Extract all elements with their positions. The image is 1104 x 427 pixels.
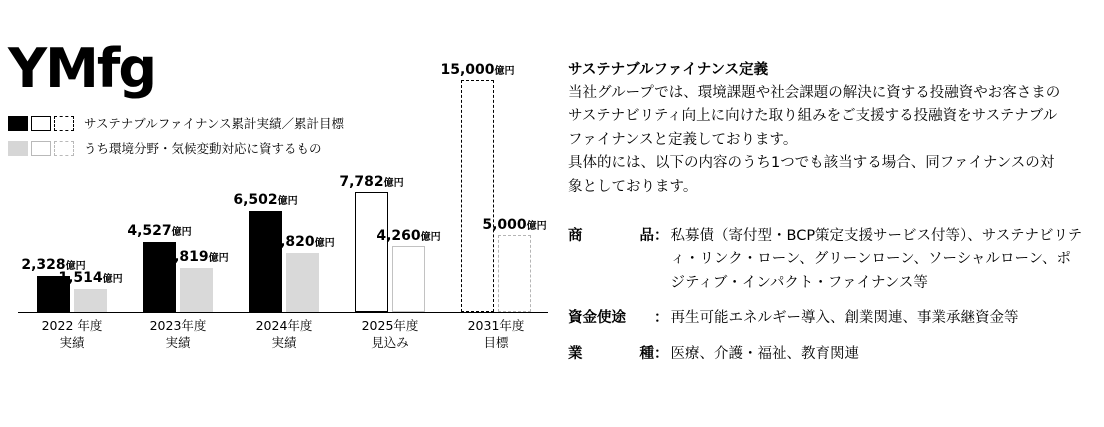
chart-group <box>339 60 441 350</box>
spec-row-use-of-funds <box>568 307 1084 330</box>
definition-paragraph-2: 具体的には、以下の内容のうち1つでも該当する場合、同ファイナンスの対象としております。 <box>568 155 1055 195</box>
definition-title: サステナブルファイナンス定義 <box>568 62 769 78</box>
chart-group <box>21 60 123 350</box>
chart-group <box>440 60 547 350</box>
chart-group-bars <box>127 60 229 312</box>
spec-colon-use-of-funds: ： <box>654 310 669 327</box>
chart-plot-area <box>18 60 548 350</box>
chart-bar-label: 4,260億円 <box>376 228 441 245</box>
spec-colon-product: ： <box>654 228 669 244</box>
chart-bar <box>339 173 404 312</box>
chart-bar-label: 7,782億円 <box>339 173 404 190</box>
chart-category-label: 2025年度 見込み <box>361 318 419 350</box>
chart-bar-label: 15,000億円 <box>440 62 515 78</box>
spec-key-industry <box>568 343 654 366</box>
chart-bar <box>482 216 547 312</box>
chart-bar <box>58 269 123 312</box>
chart-bar-label: 5,000億円 <box>482 216 547 233</box>
chart-bar-label: 4,527億円 <box>127 222 192 239</box>
spec-key-product-right: 品 <box>639 228 654 244</box>
chart-bar <box>440 62 515 312</box>
spec-key-use-of-funds-left: 資金使途 <box>568 310 626 327</box>
chart-group <box>233 60 335 350</box>
chart-bar <box>270 233 335 312</box>
legend-label-total: サステナブルファイナンス累計実績／累計目標 <box>84 116 345 131</box>
chart-category-label: 2031年度 目標 <box>467 318 525 350</box>
spec-key-product-left: 商 <box>568 228 583 244</box>
spec-value-use-of-funds: 再生可能エネルギー導入、創業関連、事業承継資金等 <box>670 310 1019 327</box>
chart-group <box>127 60 229 350</box>
legend-label-environment: うち環境分野・気候変動対応に資するもの <box>84 141 322 156</box>
spec-row-industry <box>568 343 1084 366</box>
chart-bar-label: 2,819億円 <box>164 249 229 266</box>
company-logo: YMfg <box>8 37 155 100</box>
spec-key-use-of-funds <box>568 307 654 330</box>
chart-bar-label: 6,502億円 <box>233 192 298 209</box>
spec-colon-industry: ： <box>654 345 669 362</box>
chart-bar-label: 2,328億円 <box>21 257 86 273</box>
chart-bar <box>164 249 229 312</box>
chart-bar <box>233 192 298 312</box>
chart-category-label: 2022 年度 実績 <box>41 318 103 350</box>
chart-group-bars <box>233 60 335 312</box>
spec-value-industry: 医療、介護・福祉、教育関連 <box>670 345 859 362</box>
definition-paragraph-1: 当社グループでは、環境課題や社会課題の解決に資する投融資やお客さまのサステナビリティ向上に向けた取り組みをご支援する投融資をサステナブルファイナンスと定義しております。 <box>568 85 1061 148</box>
spec-key-product <box>568 225 654 295</box>
bar-chart <box>0 60 560 370</box>
chart-bar-label: 1,514億円 <box>58 269 123 286</box>
chart-group-bars <box>339 60 441 312</box>
chart-bar <box>376 228 441 312</box>
definition-spec-list <box>568 225 1084 378</box>
spec-key-industry-left: 業 <box>568 345 583 362</box>
chart-bar-label: 3,820億円 <box>270 233 335 250</box>
chart-x-axis <box>18 312 548 313</box>
definition-body <box>568 82 1068 199</box>
spec-key-industry-right: 種 <box>639 345 654 362</box>
spec-value-product: 私募債（寄付型・BCP策定支援サービス付等）、サステナビリティ・リンク・ローン、グリーンローン、ソーシャルローン、ポジティブ・インパクト・ファイナンス等 <box>670 228 1083 291</box>
chart-group-bars <box>21 60 123 312</box>
chart-category-label: 2023年度 実績 <box>149 318 207 350</box>
chart-group-bars <box>440 60 547 312</box>
spec-row-product <box>568 225 1084 295</box>
definition-panel <box>568 0 1104 427</box>
chart-category-label: 2024年度 実績 <box>255 318 313 350</box>
